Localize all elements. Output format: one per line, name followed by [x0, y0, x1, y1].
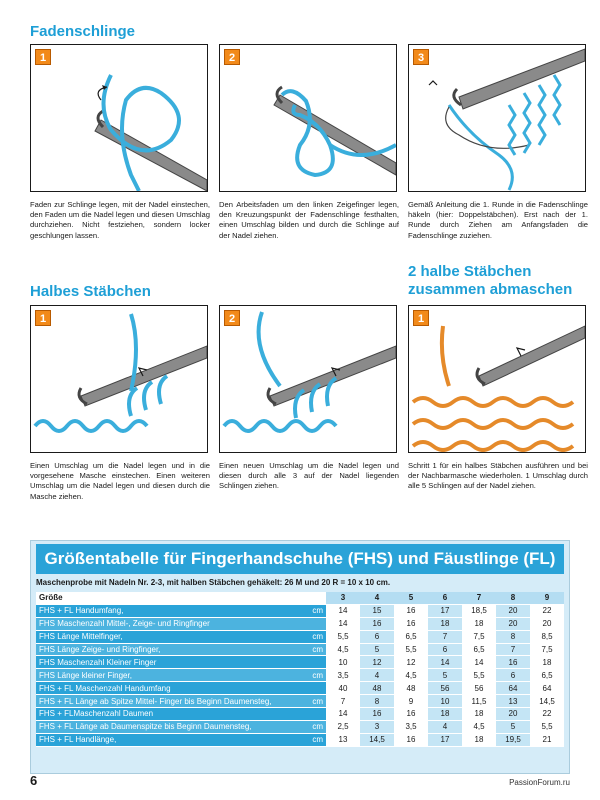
table-cell: 15: [360, 604, 394, 617]
table-cell: 8: [360, 695, 394, 708]
size-table-row: [36, 733, 564, 746]
table-cell: 18,5: [462, 604, 496, 617]
table-cell: 6,5: [462, 643, 496, 656]
table-cell: 14: [428, 656, 462, 669]
section-title-fadenschlinge: Fadenschlinge: [30, 23, 136, 40]
table-cell: 3,5: [326, 669, 360, 682]
table-cell: 48: [394, 682, 428, 695]
table-cell: 8: [496, 630, 530, 643]
row-label: FHS + FLMaschenzahl Daumen: [36, 708, 296, 721]
table-cell: 12: [360, 656, 394, 669]
table-cell: 64: [530, 682, 564, 695]
table-cell: 17: [428, 733, 462, 746]
illustration-orange-stitches: [409, 306, 586, 453]
row-unit: [296, 708, 326, 721]
table-cell: 8,5: [530, 630, 564, 643]
table-cell: 2,5: [326, 720, 360, 733]
size-header-cell: 4: [360, 592, 394, 604]
size-table-row: [36, 656, 564, 669]
row-label: FHS + FL Maschenzahl Handumfang: [36, 682, 296, 695]
table-cell: 6: [496, 669, 530, 682]
size-table-row: [36, 708, 564, 721]
section-title-halbes-staebchen: Halbes Stäbchen: [30, 283, 151, 300]
step-badge: 1: [35, 49, 51, 65]
table-cell: 18: [428, 708, 462, 721]
illustration-panel-zusammen-1: [408, 305, 586, 453]
row-unit: [296, 617, 326, 630]
table-cell: 14,5: [360, 733, 394, 746]
table-cell: 10: [326, 656, 360, 669]
illustration-hook-loop: [31, 45, 208, 192]
size-table-row: [36, 695, 564, 708]
table-cell: 7,5: [530, 643, 564, 656]
table-cell: 5,5: [326, 630, 360, 643]
row-label: FHS + FL Länge ab Spitze Mittel- Finger bis Beginn Daumensteg,: [36, 695, 296, 708]
table-cell: 11,5: [462, 695, 496, 708]
table-cell: 56: [428, 682, 462, 695]
watermark: PassionForum.ru: [509, 778, 570, 787]
table-cell: 18: [428, 617, 462, 630]
row-label: FHS + FL Länge ab Daumenspitze bis Beginn Daumensteg,: [36, 720, 296, 733]
size-table-title: Größentabelle für Fingerhandschuhe (FHS) und Fäustlinge (FL): [36, 544, 564, 574]
section-title-zusammen-line2: zusammen abmaschen: [408, 281, 573, 298]
caption-fadenschlinge-1: Faden zur Schlinge legen, mit der Nadel einstechen, den Faden um die Nadel legen und diesen Umschlag durchziehen. Nicht festziehen, sondern locker geschlungen lassen.: [30, 200, 210, 240]
size-header-cell: 7: [462, 592, 496, 604]
table-cell: 5,5: [530, 720, 564, 733]
size-table-row: [36, 682, 564, 695]
table-cell: 14: [326, 604, 360, 617]
illustration-panel-fadenschlinge-2: [219, 44, 397, 192]
section-title-zusammen-line1: 2 halbe Stäbchen: [408, 263, 532, 280]
size-table-subtitle: Maschenprobe mit Nadeln Nr. 2-3, mit halben Stäbchen gehäkelt: 26 M und 20 R = 10 x 10 cm.: [36, 578, 391, 587]
size-table-row: [36, 630, 564, 643]
row-unit: cm: [296, 733, 326, 746]
table-cell: 5: [496, 720, 530, 733]
table-cell: 12: [394, 656, 428, 669]
table-cell: 6,5: [530, 669, 564, 682]
table-cell: 4: [428, 720, 462, 733]
size-header-unit: [296, 592, 326, 604]
table-cell: 5: [428, 669, 462, 682]
table-cell: 7: [496, 643, 530, 656]
table-cell: 5,5: [462, 669, 496, 682]
table-cell: 21: [530, 733, 564, 746]
table-cell: 16: [394, 604, 428, 617]
size-table-row: [36, 643, 564, 656]
size-header-cell: 5: [394, 592, 428, 604]
row-unit: cm: [296, 604, 326, 617]
size-table: [36, 592, 564, 747]
table-cell: 9: [394, 695, 428, 708]
step-badge: 2: [224, 49, 240, 65]
size-header-cell: 9: [530, 592, 564, 604]
illustration-panel-fadenschlinge-1: [30, 44, 208, 192]
table-cell: 7: [428, 630, 462, 643]
caption-zusammen-1: Schritt 1 für ein halbes Stäbchen ausführen und bei der Nachbarmasche wiederholen. 1 Umschlag durch alle 5 Schlingen auf der Nadel ziehen.: [408, 461, 588, 491]
table-cell: 4,5: [394, 669, 428, 682]
caption-halbes-1: Einen Umschlag um die Nadel legen und in die vorgesehene Masche einstechen. Einen weiteren Umschlag um die Nadel legen und diesen durch die Masche ziehen.: [30, 461, 210, 501]
caption-halbes-2: Einen neuen Umschlag um die Nadel legen und diesen durch alle 3 auf der Nadel liegenden Schlingen ziehen.: [219, 461, 399, 491]
table-cell: 22: [530, 604, 564, 617]
row-unit: cm: [296, 695, 326, 708]
caption-fadenschlinge-2: Den Arbeitsfaden um den linken Zeigefinger legen, den Kreuzungspunkt der Fadenschlinge festhalten, einen Umschlag bilden und durch die Schlinge auf der Nadel ziehen.: [219, 200, 399, 240]
illustration-panel-halbes-2: [219, 305, 397, 453]
table-cell: 4: [360, 669, 394, 682]
row-unit: cm: [296, 720, 326, 733]
table-cell: 16: [496, 656, 530, 669]
table-cell: 14: [326, 617, 360, 630]
table-cell: 16: [394, 733, 428, 746]
size-table-row: [36, 604, 564, 617]
table-cell: 13: [326, 733, 360, 746]
illustration-hook-stitches: [409, 45, 586, 192]
page-number: 6: [30, 773, 38, 788]
table-cell: 20: [496, 604, 530, 617]
table-cell: 18: [462, 733, 496, 746]
row-label: FHS + FL Handlänge,: [36, 733, 296, 746]
table-cell: 40: [326, 682, 360, 695]
step-badge: 2: [224, 310, 240, 326]
table-cell: 20: [496, 708, 530, 721]
table-cell: 14,5: [530, 695, 564, 708]
table-cell: 56: [462, 682, 496, 695]
table-cell: 14: [326, 708, 360, 721]
table-cell: 6,5: [394, 630, 428, 643]
table-cell: 14: [462, 656, 496, 669]
table-cell: 4,5: [326, 643, 360, 656]
table-cell: 64: [496, 682, 530, 695]
row-label: FHS Länge kleiner Finger,: [36, 669, 296, 682]
table-cell: 17: [428, 604, 462, 617]
step-badge: 3: [413, 49, 429, 65]
table-cell: 7: [326, 695, 360, 708]
size-header-label: Größe: [36, 592, 296, 604]
table-cell: 10: [428, 695, 462, 708]
table-cell: 7,5: [462, 630, 496, 643]
table-cell: 13: [496, 695, 530, 708]
row-unit: [296, 656, 326, 669]
table-cell: 16: [394, 708, 428, 721]
table-cell: 5,5: [394, 643, 428, 656]
table-cell: 16: [360, 617, 394, 630]
table-cell: 18: [462, 617, 496, 630]
row-label: FHS Maschenzahl Mittel-, Zeige- und Ringfinger: [36, 617, 296, 630]
row-label: FHS Maschenzahl Kleiner Finger: [36, 656, 296, 669]
table-cell: 19,5: [496, 733, 530, 746]
size-table-row: [36, 669, 564, 682]
caption-fadenschlinge-3: Gemäß Anleitung die 1. Runde in die Fadenschlinge häkeln (hier: Doppelstäbchen). Erst nach der 1. Runde durch Ziehen am Anfangsfaden die Fadenschlinge zuziehen.: [408, 200, 588, 240]
size-table-header-row: [36, 592, 564, 604]
table-cell: 48: [360, 682, 394, 695]
illustration-panel-halbes-1: [30, 305, 208, 453]
table-cell: 3: [360, 720, 394, 733]
step-badge: 1: [35, 310, 51, 326]
size-table-row: [36, 617, 564, 630]
table-cell: 20: [530, 617, 564, 630]
size-header-cell: 3: [326, 592, 360, 604]
illustration-chain-stitch: [31, 306, 208, 453]
row-label: FHS Länge Mittelfinger,: [36, 630, 296, 643]
table-cell: 18: [462, 708, 496, 721]
row-unit: cm: [296, 669, 326, 682]
illustration-panel-fadenschlinge-3: [408, 44, 586, 192]
table-cell: 20: [496, 617, 530, 630]
row-unit: cm: [296, 643, 326, 656]
size-header-cell: 6: [428, 592, 462, 604]
table-cell: 3,5: [394, 720, 428, 733]
table-cell: 6: [428, 643, 462, 656]
illustration-hook-loop: [220, 45, 397, 192]
size-header-cell: 8: [496, 592, 530, 604]
table-cell: 6: [360, 630, 394, 643]
table-cell: 4,5: [462, 720, 496, 733]
step-badge: 1: [413, 310, 429, 326]
row-label: FHS Länge Zeige- und Ringfinger,: [36, 643, 296, 656]
table-cell: 16: [394, 617, 428, 630]
table-cell: 18: [530, 656, 564, 669]
row-unit: [296, 682, 326, 695]
illustration-chain-stitch: [220, 306, 397, 453]
size-table-row: [36, 720, 564, 733]
table-cell: 5: [360, 643, 394, 656]
row-label: FHS + FL Handumfang,: [36, 604, 296, 617]
row-unit: cm: [296, 630, 326, 643]
table-cell: 22: [530, 708, 564, 721]
table-cell: 16: [360, 708, 394, 721]
